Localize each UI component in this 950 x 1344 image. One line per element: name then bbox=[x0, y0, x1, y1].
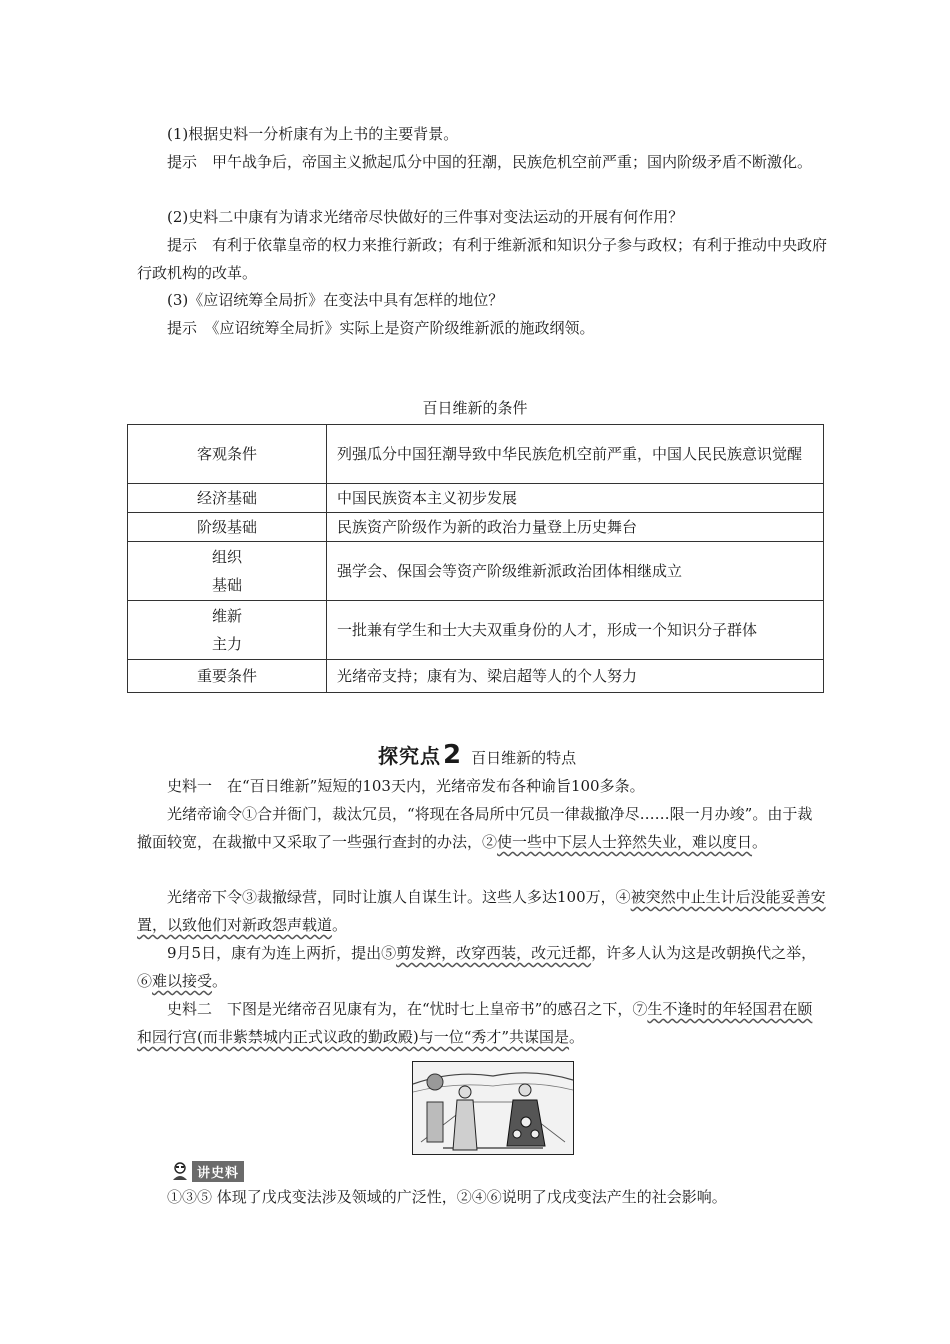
answer-2: 提示 有利于依靠皇帝的权力来推行新政；有利于维新派和知识分子参与政权；有利于推动中央政府行政机构的改革。 bbox=[137, 236, 828, 282]
text-run: ，许多人认为这是改朝换代之举，⑥ bbox=[137, 944, 817, 990]
row-value: 民族资产阶级作为新的政治力量登上历史舞台 bbox=[327, 513, 824, 542]
table-row bbox=[128, 601, 824, 660]
row-key bbox=[128, 542, 327, 601]
row-value: 一批兼有学生和士大夫双重身份的人才，形成一个知识分子群体 bbox=[327, 601, 824, 660]
row-key-line: 主力 bbox=[211, 635, 242, 653]
underlined-text: 剪发辫，改穿西装，改元迁都 bbox=[396, 944, 592, 962]
badge-label: 讲史料 bbox=[192, 1161, 244, 1182]
text-run: 光绪帝下令③裁撤绿营，同时让旗人自谋生计。这些人多达100万，④ bbox=[167, 888, 631, 906]
analysis-conclusion: ①③⑤ 体现了戊戌变法涉及领域的广泛性，②④⑥说明了戊戌变法产生的社会影响。 bbox=[167, 1188, 727, 1206]
teacher-icon bbox=[170, 1161, 190, 1181]
source-1-para-3 bbox=[137, 883, 827, 939]
row-key: 经济基础 bbox=[128, 484, 327, 513]
row-key-line: 基础 bbox=[211, 576, 242, 594]
source-1: 史料一 在“百日维新”短短的103天内，光绪帝发布各种谕旨100多条。 bbox=[167, 777, 645, 795]
section-heading bbox=[378, 740, 576, 770]
source-1-para-2 bbox=[137, 800, 827, 856]
answer-1: 提示 甲午战争后，帝国主义掀起瓜分中国的狂潮，民族危机空前严重；国内阶级矛盾不断激化。 bbox=[167, 153, 813, 171]
table-row bbox=[128, 542, 824, 601]
text-run: 光绪帝谕令①合并衙门，裁汰冗员，“将现在各局所中冗员一律裁撤净尽……限一月办竣”。由于裁撤面较宽，在裁撤中又采取了一些强行查封的办法，② bbox=[137, 805, 813, 851]
row-key: 重要条件 bbox=[128, 660, 327, 693]
underlined-text: 被突然中止生计后没能妥善安置，以致他们对新政怨声载道 bbox=[137, 888, 826, 934]
table-row bbox=[128, 425, 824, 484]
underlined-text: 生不逢时的年轻国君在颐和园行宫(而非紫禁城内正式议政的勤政殿)与一位“秀才”共谋国是 bbox=[137, 1000, 813, 1046]
row-key-line: 维新 bbox=[211, 607, 242, 625]
table-row bbox=[128, 484, 824, 513]
question-1: (1)根据史料一分析康有为上书的主要背景。 bbox=[167, 125, 459, 143]
text-run: 。 bbox=[212, 972, 228, 990]
question-3: (3)《应诏统筹全局折》在变法中具有怎样的地位？ bbox=[167, 291, 504, 309]
table-caption: 百日维新的条件 bbox=[422, 399, 528, 417]
illustration-emperor-meeting bbox=[412, 1061, 574, 1155]
text-run: 。 bbox=[752, 833, 768, 851]
source-analysis-badge bbox=[170, 1160, 244, 1182]
row-key: 阶级基础 bbox=[128, 513, 327, 542]
source-1-para-4 bbox=[137, 939, 827, 995]
row-key bbox=[128, 601, 327, 660]
text-run: 。 bbox=[332, 916, 348, 934]
row-value: 强学会、保国会等资产阶级维新派政治团体相继成立 bbox=[327, 542, 824, 601]
conditions-table bbox=[127, 424, 824, 693]
text-run: 史料二 下图是光绪帝召见康有为，在“忧时七上皇帝书”的感召之下，⑦ bbox=[167, 1000, 648, 1018]
section-title: 探究点 bbox=[378, 744, 441, 768]
section-subtitle: 百日维新的特点 bbox=[471, 749, 577, 767]
row-value: 中国民族资本主义初步发展 bbox=[327, 484, 824, 513]
text-run: 9月5日，康有为连上两折，提出⑤ bbox=[167, 944, 397, 962]
table-row bbox=[128, 513, 824, 542]
text-run: 。 bbox=[569, 1028, 585, 1046]
row-key-line: 组织 bbox=[211, 548, 242, 566]
row-value: 光绪帝支持；康有为、梁启超等人的个人努力 bbox=[327, 660, 824, 693]
section-number: 2 bbox=[443, 740, 462, 770]
illustration-drawing bbox=[413, 1062, 573, 1154]
table-row bbox=[128, 660, 824, 693]
underlined-text: 使一些中下层人士猝然失业，难以度日 bbox=[497, 833, 753, 851]
question-2: (2)史料二中康有为请求光绪帝尽快做好的三件事对变法运动的开展有何作用？ bbox=[167, 208, 684, 226]
source-2 bbox=[137, 995, 827, 1051]
answer-3: 提示 《应诏统筹全局折》实际上是资产阶级维新派的施政纲领。 bbox=[167, 319, 595, 337]
underlined-text: 难以接受 bbox=[152, 972, 213, 990]
row-key: 客观条件 bbox=[128, 425, 327, 484]
row-value: 列强瓜分中国狂潮导致中华民族危机空前严重，中国人民民族意识觉醒 bbox=[327, 425, 824, 484]
